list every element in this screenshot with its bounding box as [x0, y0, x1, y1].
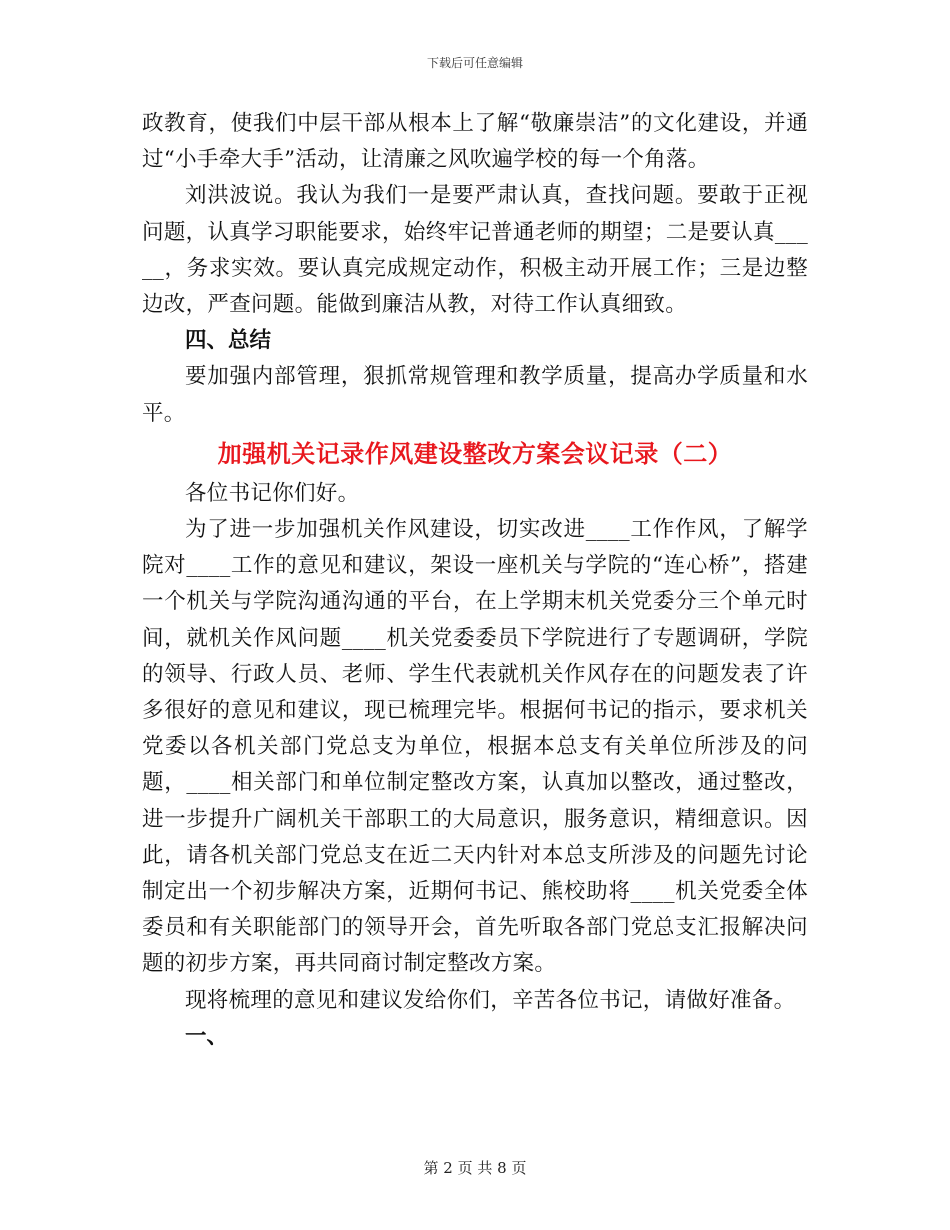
section-title: 加强机关记录作风建设整改方案会议记录（二） — [217, 438, 733, 468]
heading-one: 一、 — [185, 1023, 229, 1049]
paragraph-closing: 现将梳理的意见和建议发给你们，辛苦各位书记，请做好准备。 — [185, 987, 796, 1013]
paragraph-greeting: 各位书记你们好。 — [185, 480, 360, 506]
header-note: 下载后可任意编辑 — [426, 56, 523, 70]
document-body — [142, 106, 808, 1055]
paragraph-main: 为了进一步加强机关作风建设，切实改进____工作作风，了解学院对____工作的意见和建议，架设一座机关与学院的“连心桥”，搭建一个机关与学院沟通沟通的平台，在上学期末机关党委分三个单元时间，就机关作风问题____机关党委委员下学院进行了专题调研，学院的领导、行政人员、老师、学生代表就机关作风存在的问题发表了许多很好的意见和建议，现已梳理完毕。根据何书记的指示，要求机关党委以各机关部门党总支为单位，根据本总支有关单位所涉及的问题，____相关部门和单位制定整改方案，认真加以整改，通过整改，进一步提升广阔机关干部职工的大局意识，服务意识，精细意识。因此，请各机关部门党总支在近二天内针对本总支所涉及的问题先讨论制定出一个初步解决方案，近期何书记、熊校助将____机关党委全体委员和有关职能部门的领导开会，首先听取各部门党总支汇报解决问题的初步方案，再共同商讨制定整改方案。 — [142, 517, 808, 977]
paragraph-summary: 要加强内部管理，狠抓常规管理和教学质量，提高办学质量和水平。 — [142, 364, 808, 426]
heading-summary: 四、总结 — [185, 328, 272, 354]
paragraph-liu-hongbo: 刘洪波说。我认为我们一是要严肃认真，查找问题。要敢于正视问题，认真学习职能要求，始终牢记普通老师的期望；二是要认真_____，务求实效。要认真完成规定动作，积极主动开展工作；三是边整边改，严查问题。能做到廉洁从教，对待工作认真细致。 — [142, 183, 808, 318]
paragraph-continued: 政教育，使我们中层干部从根本上了解“敬廉崇洁”的文化建设，并通过“小手牵大手”活动，让清廉之风吹遍学校的每一个角落。 — [142, 111, 808, 173]
page-number: 第 2 页 共 8 页 — [423, 1159, 527, 1177]
